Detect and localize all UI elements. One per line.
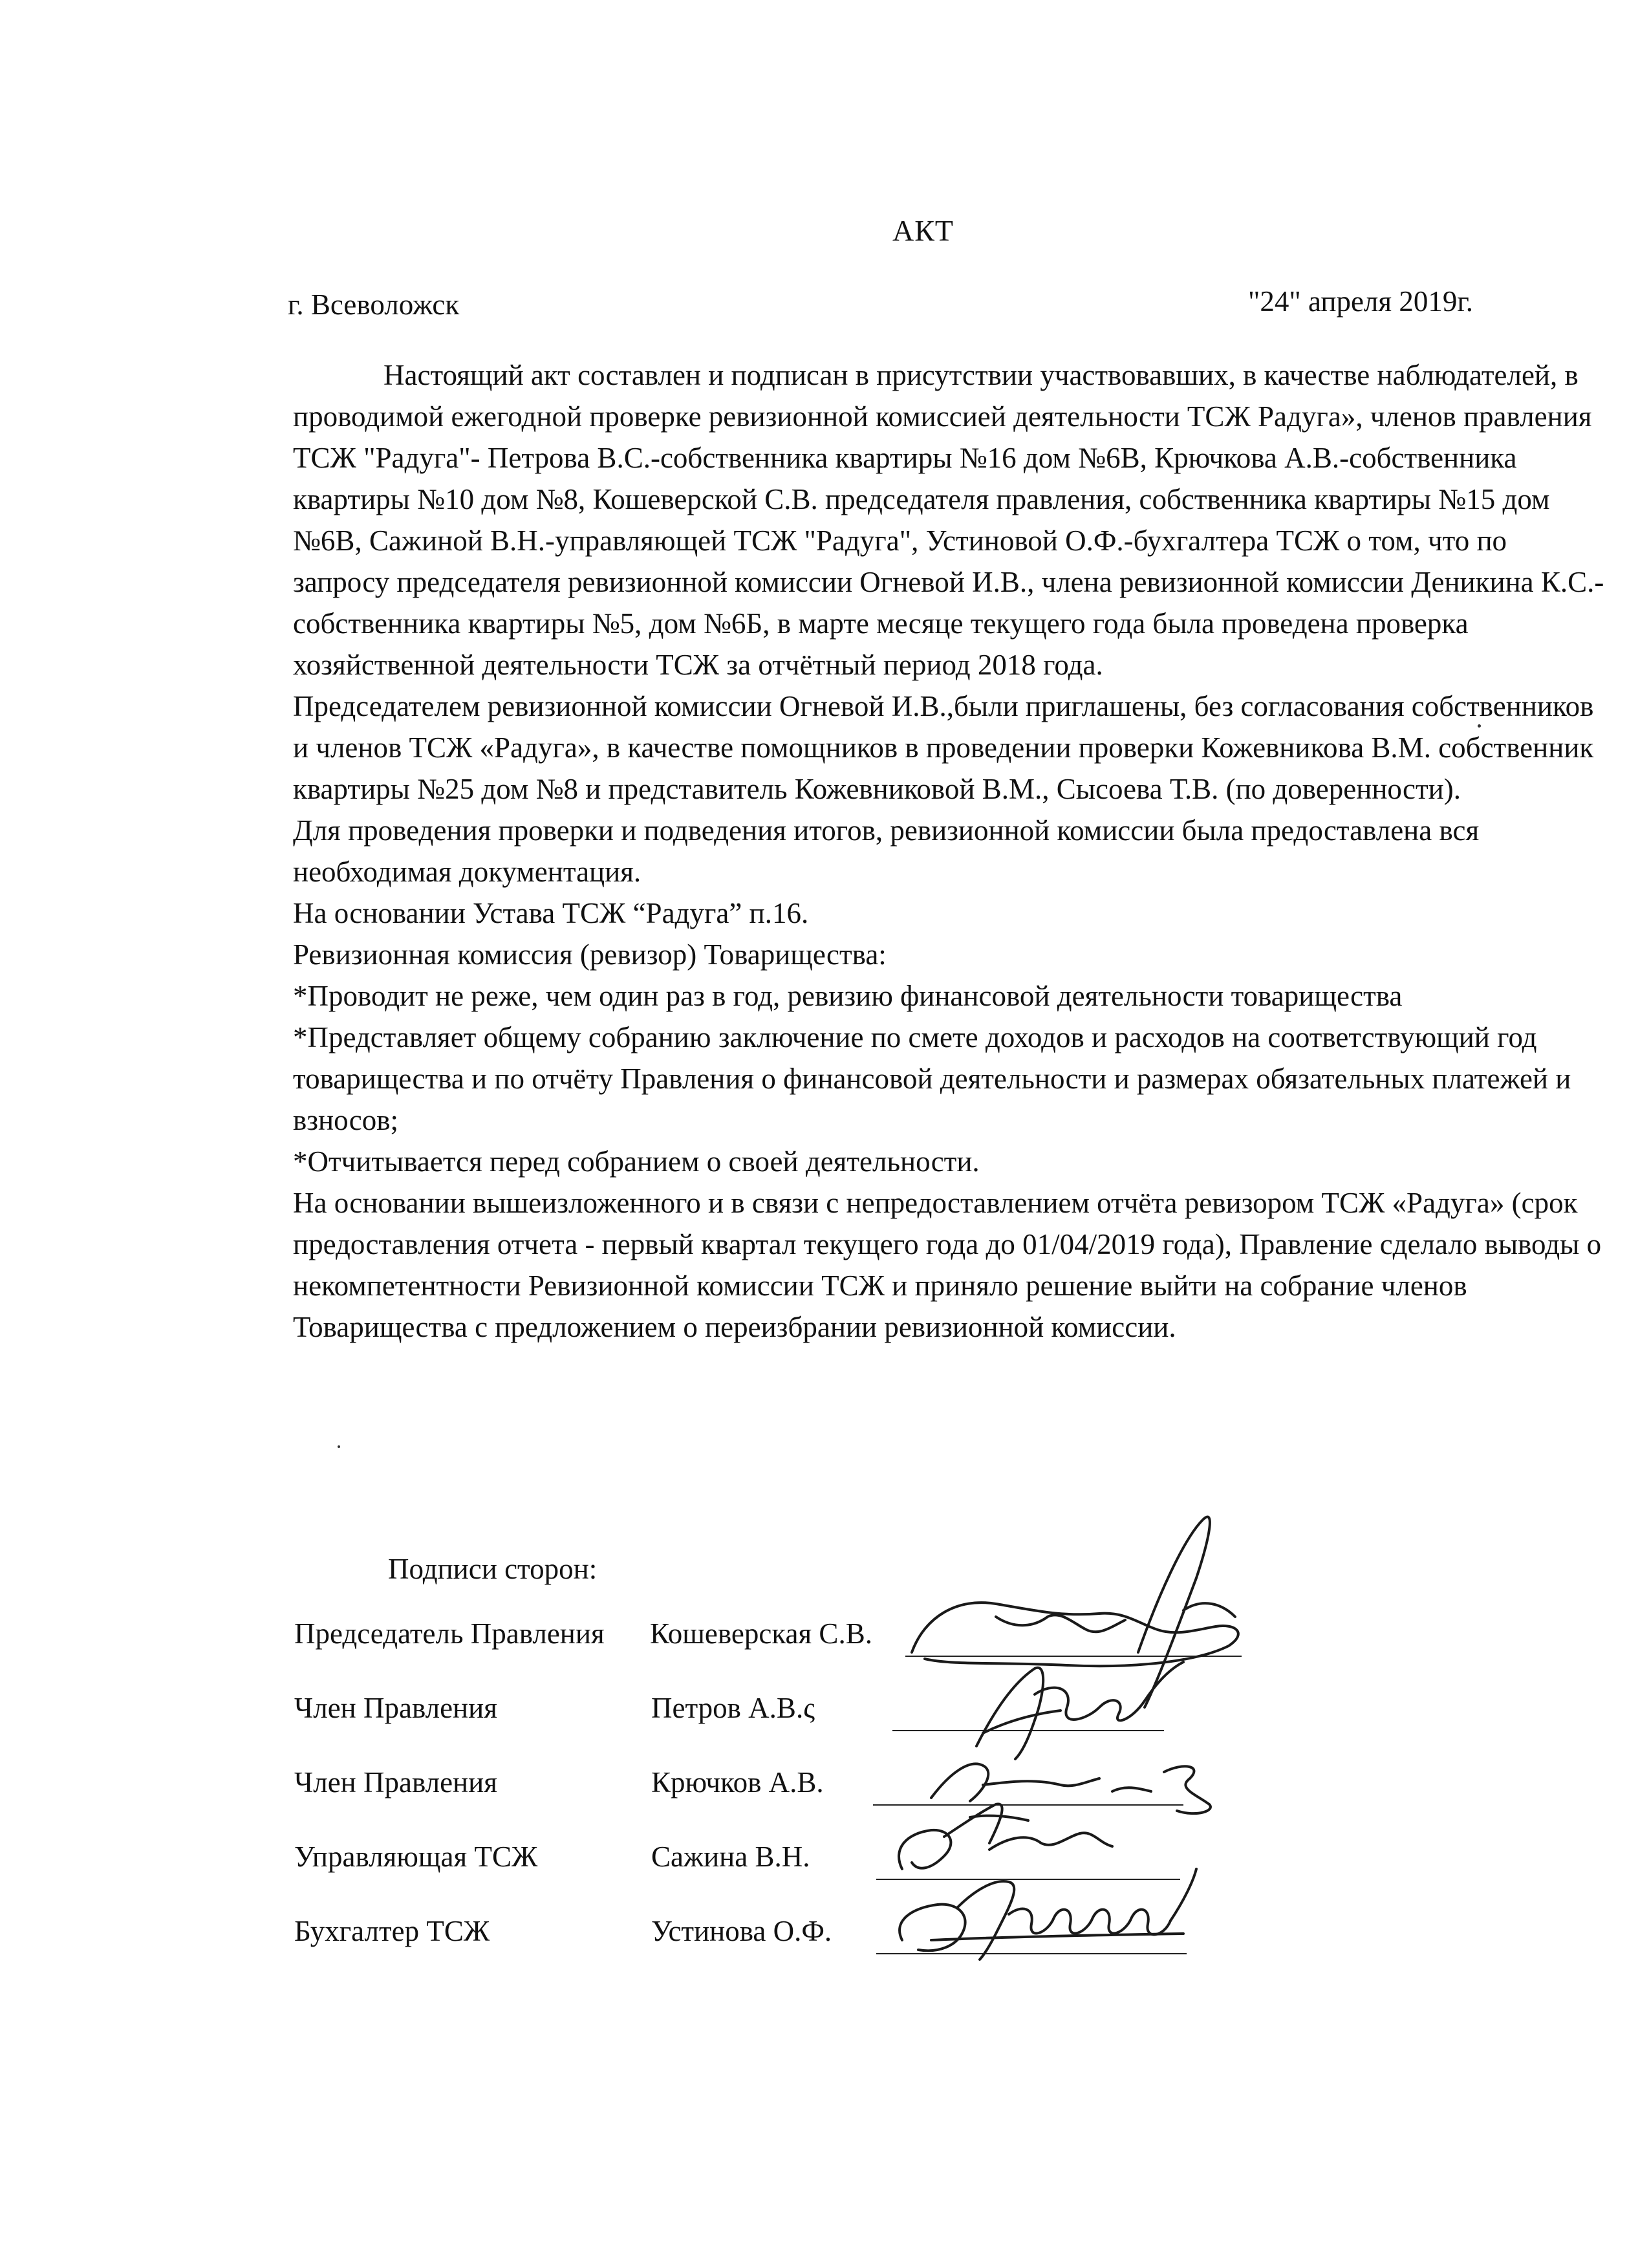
scan-speck	[338, 1445, 340, 1448]
signature-row	[294, 1617, 1264, 1669]
document-body	[293, 354, 1607, 1348]
paragraph-invitation: Председателем ревизионной комиссии Огневой И.В.,были приглашены, без согласования собственников и членов ТСЖ «Радуга», в качестве помощников в проведении проверки Кожевникова В.М. собственник квартиры №25 дом №8 и представитель Кожевниковой В.М., Сысоева Т.В. (по доверенности).	[293, 690, 1594, 805]
paragraph-documentation: Для проведения проверки и подведения итогов, ревизионной комиссии была предоставлена вся необходимая документация.	[293, 814, 1480, 888]
signature-line	[892, 1730, 1164, 1731]
signature-role: Член Правления	[294, 1766, 497, 1798]
signature-name: Петров А.В.ς	[651, 1692, 815, 1724]
signature-name: Сажина В.Н.	[651, 1841, 810, 1873]
signature-line	[876, 1953, 1187, 1954]
signatures-heading: Подписи сторон:	[388, 1553, 598, 1585]
paragraph-duty-3: *Отчитывается перед собранием о своей деятельности.	[293, 1145, 980, 1178]
signature-name: Крючков А.В.	[651, 1766, 824, 1798]
scan-speck	[1478, 724, 1481, 728]
signature-role: Бухгалтер ТСЖ	[294, 1915, 490, 1947]
paragraph-intro: Настоящий акт составлен и подписан в присутствии участвовавших, в качестве наблюдателей, в проводимой ежегодной проверке ревизионной комиссией деятельности ТСЖ Радуга», членов правления ТСЖ "Радуга"- Петрова В.С.-собственника квартиры №16 дом №6В, Крючкова А.В.-собственника квартиры №10 дом №8, Кошеверской С.В. председателя правления, собственника квартиры №15 дом №6В, Сажиной В.Н.-управляющей ТСЖ "Радуга", Устиновой О.Ф.-бухгалтера ТСЖ о том, что по запросу председателя ревизионной комиссии Огневой И.В., члена ревизионной комиссии Деникина К.С.- собственника квартиры №5, дом №6Б, в марте месяце текущего года была проведена проверка хозяйственной деятельности ТСЖ за отчётный период 2018 года.	[293, 359, 1604, 681]
signature-row	[294, 1914, 1264, 1966]
signature-role: Член Правления	[294, 1692, 497, 1724]
signature-line	[873, 1804, 1183, 1806]
paragraph-commission: Ревизионная комиссия (ревизор) Товарищества:	[293, 938, 887, 971]
document-date: "24" апреля 2019г.	[1248, 285, 1473, 318]
signature-row	[294, 1691, 1264, 1743]
paragraph-duty-2: *Представляет общему собранию заключение по смете доходов и расходов на соответствующий год товарищества и по отчёту Правления о финансовой деятельности и размерах обязательных платежей и взносов;	[293, 1021, 1571, 1136]
signature-role: Председатель Правления	[294, 1617, 605, 1650]
document-city: г. Всеволожск	[288, 288, 460, 321]
paragraph-charter: На основании Устава ТСЖ “Радуга” п.16.	[293, 897, 809, 929]
signature-row	[294, 1766, 1264, 1817]
signature-line	[905, 1656, 1242, 1657]
signature-row	[294, 1840, 1264, 1892]
signature-line	[876, 1879, 1180, 1880]
paragraph-conclusion: На основании вышеизложенного и в связи с непредоставлением отчёта ревизором ТСЖ «Радуга» (срок предоставления отчета - первый квартал текущего года до 01/04/2019 года), Правление сделало выводы о некомпетентности Ревизионной комиссии ТСЖ и приняло решение выйти на собрание членов Товарищества с предложением о переизбрании ревизионной комиссии.	[293, 1187, 1602, 1343]
signature-name: Кошеверская С.В.	[650, 1617, 872, 1650]
paragraph-duty-1: *Проводит не реже, чем один раз в год, ревизию финансовой деятельности товарищества	[293, 980, 1403, 1012]
signature-role: Управляющая ТСЖ	[294, 1841, 538, 1873]
signature-name: Устинова О.Ф.	[651, 1915, 832, 1947]
document-title: АКТ	[892, 214, 954, 247]
